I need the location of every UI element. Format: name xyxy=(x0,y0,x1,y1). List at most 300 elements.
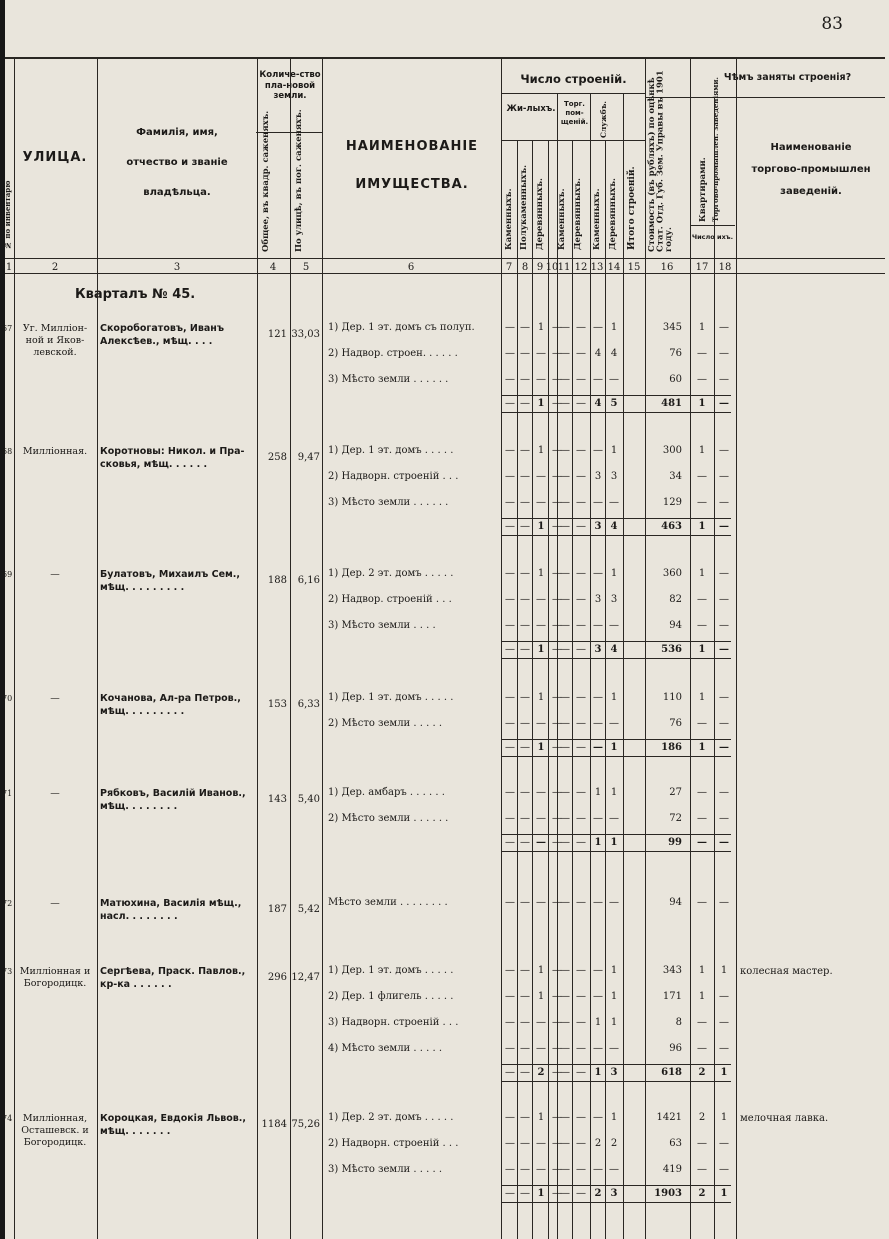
owner-name: сковья, мѣщ. . . . . . xyxy=(100,459,208,470)
column-rule xyxy=(590,93,591,140)
dash-cell: — xyxy=(576,445,586,456)
service-count: 2 xyxy=(594,1138,602,1149)
owner-name: Рябковъ, Василій Иванов., xyxy=(100,788,246,799)
dash-cell: — xyxy=(576,644,586,655)
wooden-count: 1 xyxy=(537,692,545,703)
header-area-street: По улицѣ, въ пог. саженяхъ. xyxy=(294,109,304,252)
trade-count: — xyxy=(719,348,729,359)
street-name: Осташевск. и xyxy=(21,1125,89,1136)
dash-cell: — xyxy=(505,1188,515,1199)
dash-cell: — xyxy=(520,1138,530,1149)
dash-cell: — xyxy=(576,837,586,848)
dash-cell: — xyxy=(576,1017,586,1028)
total-trade: — xyxy=(719,398,729,409)
entry-number: 68 xyxy=(2,447,13,456)
street-frontage: 9,47 xyxy=(297,452,320,463)
header-stone-1: Каменныхъ. xyxy=(504,188,514,250)
header-value: Стоимость (въ рубляхъ) по оцѣнкѣ Стат. Отд. Губ. Зем. Управы въ 1901 году. xyxy=(647,70,674,252)
dash-cell: — xyxy=(576,787,586,798)
service-count: — xyxy=(593,445,603,456)
dash-cell: — xyxy=(576,1188,586,1199)
apartments-count: — xyxy=(697,1043,707,1054)
header-wooden-2: Деревянныхъ. xyxy=(573,177,583,250)
dash-cell: — xyxy=(576,398,586,409)
service-count: 3 xyxy=(594,471,602,482)
dash-cell: — xyxy=(560,1112,570,1123)
apartments-count: — xyxy=(697,374,707,385)
quarter-title: Кварталъ № 45. xyxy=(75,287,196,302)
dash-cell: — xyxy=(576,965,586,976)
dash-cell: — xyxy=(520,1112,530,1123)
dash-cell: — xyxy=(505,787,515,798)
count-subhead-rule xyxy=(690,225,735,226)
dash-cell: — xyxy=(560,1188,570,1199)
value-rubles: 129 xyxy=(662,497,682,508)
apartments-count: — xyxy=(697,813,707,824)
column-number: 15 xyxy=(627,262,641,273)
header-buildings-group: Число строеній. xyxy=(520,72,627,86)
header-estab-name: Наименованіе торгово-промышлен заведеній. xyxy=(751,142,871,197)
value-rubles: 343 xyxy=(662,965,682,976)
apartments-count: — xyxy=(697,620,707,631)
dash-cell: — xyxy=(505,991,515,1002)
dash-cell: — xyxy=(576,497,586,508)
dash-cell: — xyxy=(505,1043,515,1054)
total-service: 2 xyxy=(594,1188,602,1199)
dash-cell: — xyxy=(552,620,562,631)
apartments-count: — xyxy=(697,897,707,908)
total-buildings: 3 xyxy=(610,471,618,482)
owner-name: Скоробогатовъ, Иванъ xyxy=(100,323,224,334)
value-rubles: 94 xyxy=(669,897,682,908)
apartments-count: — xyxy=(697,594,707,605)
total-wooden: 1 xyxy=(537,742,545,753)
total-service: 3 xyxy=(594,644,602,655)
apartments-count: — xyxy=(697,471,707,482)
dash-cell: — xyxy=(576,568,586,579)
apartments-count: 1 xyxy=(698,991,706,1002)
dash-cell: — xyxy=(520,787,530,798)
dash-cell: — xyxy=(576,1112,586,1123)
dash-cell: — xyxy=(520,644,530,655)
header-service: Службъ. xyxy=(599,101,608,138)
dash-cell: — xyxy=(505,594,515,605)
total-apartments: — xyxy=(697,837,707,848)
dash-cell: — xyxy=(552,787,562,798)
dash-cell: — xyxy=(505,742,515,753)
subtotal-rule-bottom xyxy=(501,851,731,852)
dash-cell: — xyxy=(505,1138,515,1149)
dash-cell: — xyxy=(576,991,586,1002)
column-rule xyxy=(548,140,549,1239)
street-name: — xyxy=(50,898,60,909)
dash-cell: — xyxy=(560,1138,570,1149)
total-wooden: 1 xyxy=(537,398,545,409)
value-rubles: 345 xyxy=(662,322,682,333)
trade-count: — xyxy=(719,787,729,798)
wooden-count: — xyxy=(536,787,546,798)
property-item: 2) Дер. 1 флигель . . . . . xyxy=(328,991,454,1002)
service-count: 1 xyxy=(594,1017,602,1028)
column-rule xyxy=(572,140,573,1239)
service-count: 3 xyxy=(594,594,602,605)
dash-cell: — xyxy=(552,718,562,729)
dash-cell: — xyxy=(560,897,570,908)
dash-cell: — xyxy=(560,813,570,824)
column-number: 6 xyxy=(407,262,415,273)
apartments-count: 1 xyxy=(698,445,706,456)
dash-cell: — xyxy=(560,374,570,385)
value-rubles: 96 xyxy=(669,1043,682,1054)
service-count: — xyxy=(593,991,603,1002)
header-trade-estab: Торгово-промышлен. заведеніями. xyxy=(711,77,720,222)
column-rule xyxy=(290,57,291,1239)
apartments-count: — xyxy=(697,1138,707,1149)
wooden-count: — xyxy=(536,497,546,508)
total-value: 463 xyxy=(661,521,682,532)
dash-cell: — xyxy=(552,1164,562,1175)
dash-cell: — xyxy=(560,965,570,976)
owner-name: насл. . . . . . . . xyxy=(100,911,178,922)
service-count: — xyxy=(593,1164,603,1175)
column-number: 13 xyxy=(590,262,604,273)
service-count: — xyxy=(593,1112,603,1123)
trade-count: — xyxy=(719,1138,729,1149)
total-buildings-sum: 3 xyxy=(610,1188,618,1199)
service-count: — xyxy=(593,897,603,908)
total-buildings-sum: 5 xyxy=(610,398,618,409)
trade-count: — xyxy=(719,620,729,631)
dash-cell: — xyxy=(560,471,570,482)
trade-count: — xyxy=(719,897,729,908)
dash-cell: — xyxy=(560,787,570,798)
total-buildings: 1 xyxy=(610,991,618,1002)
header-residential: Жи-лыхъ. xyxy=(506,104,556,114)
total-wooden: 1 xyxy=(537,1188,545,1199)
service-count: — xyxy=(593,692,603,703)
total-buildings: 2 xyxy=(610,1138,618,1149)
dash-cell: — xyxy=(520,1188,530,1199)
dash-cell: — xyxy=(560,991,570,1002)
property-item: 2) Мѣсто земли . . . . . xyxy=(328,718,442,729)
owner-name: мѣщ. . . . . . . . . xyxy=(100,582,185,593)
dash-cell: — xyxy=(505,965,515,976)
column-number: 18 xyxy=(718,262,732,273)
street-name: — xyxy=(50,693,60,704)
street-name: Богородицк. xyxy=(23,1137,87,1148)
column-rule xyxy=(501,57,502,1239)
dash-cell: — xyxy=(576,1043,586,1054)
wooden-count: — xyxy=(536,1138,546,1149)
service-count: — xyxy=(593,497,603,508)
value-rubles: 76 xyxy=(669,718,682,729)
dash-cell: — xyxy=(560,348,570,359)
dash-cell: — xyxy=(576,1067,586,1078)
wooden-count: 1 xyxy=(537,445,545,456)
service-count: — xyxy=(593,620,603,631)
dash-cell: — xyxy=(576,813,586,824)
column-number: 8 xyxy=(521,262,529,273)
total-service: 4 xyxy=(594,398,602,409)
subtotal-rule-bottom xyxy=(501,756,731,757)
value-rubles: 94 xyxy=(669,620,682,631)
property-item: 1) Дер. 1 эт. домъ съ полуп. xyxy=(328,322,475,333)
total-apartments: 1 xyxy=(698,398,706,409)
apartments-count: 2 xyxy=(698,1112,706,1123)
trade-count: — xyxy=(719,497,729,508)
dash-cell: — xyxy=(560,1043,570,1054)
wooden-count: — xyxy=(536,813,546,824)
owner-name: Кочанова, Ал-ра Петров., xyxy=(100,693,241,704)
dash-cell: — xyxy=(560,594,570,605)
value-rubles: 1421 xyxy=(656,1112,682,1123)
dash-cell: — xyxy=(560,742,570,753)
dash-cell: — xyxy=(552,568,562,579)
dash-cell: — xyxy=(552,471,562,482)
header-stone-3: Каменныхъ. xyxy=(592,188,602,250)
total-apartments: 1 xyxy=(698,521,706,532)
dash-cell: — xyxy=(576,742,586,753)
street-name: ной и Яков- xyxy=(25,335,85,346)
total-value: 186 xyxy=(661,742,682,753)
total-buildings: 4 xyxy=(610,348,618,359)
entry-number: 74 xyxy=(2,1114,13,1123)
street-frontage: 75,26 xyxy=(291,1119,320,1130)
total-trade: 1 xyxy=(720,1188,728,1199)
dash-cell: — xyxy=(520,813,530,824)
owner-name: кр-ка . . . . . . xyxy=(100,979,172,990)
value-rubles: 300 xyxy=(662,445,682,456)
dash-cell: — xyxy=(505,1164,515,1175)
apartments-count: 1 xyxy=(698,692,706,703)
total-buildings-sum: 1 xyxy=(610,837,618,848)
dash-cell: — xyxy=(552,897,562,908)
total-value: 536 xyxy=(661,644,682,655)
trade-count: — xyxy=(719,718,729,729)
dash-cell: — xyxy=(576,322,586,333)
service-count: — xyxy=(593,718,603,729)
trade-count: — xyxy=(719,1043,729,1054)
trade-count: — xyxy=(719,374,729,385)
dash-cell: — xyxy=(576,1138,586,1149)
column-rule xyxy=(322,57,323,1239)
column-rule xyxy=(97,57,98,1239)
total-service: 1 xyxy=(594,837,602,848)
entry-number: 72 xyxy=(2,899,13,908)
column-number: 7 xyxy=(505,262,513,273)
dash-cell: — xyxy=(520,471,530,482)
wooden-count: — xyxy=(536,1043,546,1054)
wooden-count: 1 xyxy=(537,991,545,1002)
wooden-count: 1 xyxy=(537,568,545,579)
dash-cell: — xyxy=(505,692,515,703)
trade-count: — xyxy=(719,1164,729,1175)
trade-count: — xyxy=(719,322,729,333)
property-item: 1) Дер. 2 эт. домъ . . . . . xyxy=(328,1112,454,1123)
column-rule xyxy=(623,93,624,140)
trade-count: — xyxy=(719,991,729,1002)
dash-cell: — xyxy=(552,594,562,605)
dash-cell: — xyxy=(505,398,515,409)
subtotal-rule xyxy=(501,395,731,396)
property-item: 2) Надворн. строеній . . . xyxy=(328,471,459,482)
street-frontage: 6,33 xyxy=(297,699,320,710)
land-area: 187 xyxy=(267,904,287,915)
apartments-count: — xyxy=(697,1017,707,1028)
dash-cell: — xyxy=(552,322,562,333)
property-item: 1) Дер. амбаръ . . . . . . xyxy=(328,787,445,798)
dash-cell: — xyxy=(520,497,530,508)
property-item: 2) Мѣсто земли . . . . . . xyxy=(328,813,449,824)
column-rule xyxy=(623,140,624,1239)
dash-cell: — xyxy=(505,897,515,908)
value-rubles: 419 xyxy=(662,1164,682,1175)
total-buildings: 1 xyxy=(610,1112,618,1123)
dash-cell: — xyxy=(552,521,562,532)
establishment-name: колесная мастер. xyxy=(740,966,833,977)
column-rule xyxy=(736,57,737,1239)
column-number: 2 xyxy=(51,262,59,273)
header-property: НАИМЕНОВАНІЕ ИМУЩЕСТВА. xyxy=(345,139,479,192)
header-bottom-rule xyxy=(5,258,885,259)
property-item: 2) Надворн. строеній . . . xyxy=(328,1138,459,1149)
land-area: 296 xyxy=(267,972,287,983)
trade-count: 1 xyxy=(720,1112,728,1123)
column-number: 12 xyxy=(574,262,588,273)
total-service: — xyxy=(593,742,603,753)
header-area-total: Общее, въ квадр. саженяхъ. xyxy=(261,110,271,252)
wooden-count: 1 xyxy=(537,1112,545,1123)
column-number: 4 xyxy=(269,262,277,273)
apartments-count: 1 xyxy=(698,965,706,976)
dash-cell: — xyxy=(560,568,570,579)
dash-cell: — xyxy=(505,348,515,359)
dash-cell: — xyxy=(505,471,515,482)
total-wooden: — xyxy=(536,837,546,848)
wooden-count: — xyxy=(536,374,546,385)
column-rule xyxy=(690,57,691,1239)
street-frontage: 6,16 xyxy=(297,575,320,586)
subtotal-rule-bottom xyxy=(501,1081,731,1082)
service-count: — xyxy=(593,965,603,976)
entry-number: 71 xyxy=(2,789,13,798)
total-apartments: 2 xyxy=(698,1188,706,1199)
property-item: 1) Дер. 1 эт. домъ . . . . . xyxy=(328,445,454,456)
value-rubles: 76 xyxy=(669,348,682,359)
owner-name: мѣщ. . . . . . . xyxy=(100,1126,171,1137)
total-buildings: 1 xyxy=(610,568,618,579)
total-wooden: 1 xyxy=(537,521,545,532)
dash-cell: — xyxy=(552,398,562,409)
dash-cell: — xyxy=(505,620,515,631)
total-value: 1903 xyxy=(654,1188,682,1199)
column-rule xyxy=(557,93,558,140)
total-trade: — xyxy=(719,837,729,848)
property-item: 3) Надворн. строеній . . . xyxy=(328,1017,459,1028)
column-rule xyxy=(532,140,533,1239)
dash-cell: — xyxy=(505,322,515,333)
total-value: 481 xyxy=(661,398,682,409)
street-name: Богородицк. xyxy=(23,978,87,989)
dash-cell: — xyxy=(552,1138,562,1149)
dash-cell: — xyxy=(520,897,530,908)
dash-cell: — xyxy=(520,445,530,456)
total-value: 618 xyxy=(661,1067,682,1078)
total-buildings: — xyxy=(609,718,619,729)
entry-number: 69 xyxy=(2,570,13,579)
dash-cell: — xyxy=(505,374,515,385)
dash-cell: — xyxy=(520,718,530,729)
dash-cell: — xyxy=(520,568,530,579)
dash-cell: — xyxy=(520,521,530,532)
column-number: 9 xyxy=(536,262,544,273)
subtotal-rule-bottom xyxy=(501,658,731,659)
header-trade: Торг. пом-щеній. xyxy=(560,100,589,126)
property-item: 3) Мѣсто земли . . . . . . xyxy=(328,497,449,508)
value-rubles: 82 xyxy=(669,594,682,605)
total-buildings-sum: 1 xyxy=(610,742,618,753)
apartments-count: 1 xyxy=(698,568,706,579)
total-trade: 1 xyxy=(720,1067,728,1078)
subtotal-rule xyxy=(501,518,731,519)
dash-cell: — xyxy=(505,521,515,532)
column-number: 11 xyxy=(557,262,571,273)
dash-cell: — xyxy=(576,348,586,359)
dash-cell: — xyxy=(520,837,530,848)
header-area-group: Количе-ство пла-новой земли. xyxy=(259,70,321,102)
dash-cell: — xyxy=(552,1017,562,1028)
dash-cell: — xyxy=(552,1043,562,1054)
total-buildings: 3 xyxy=(610,594,618,605)
dash-cell: — xyxy=(576,692,586,703)
establishment-name: мелочная лавка. xyxy=(740,1113,829,1124)
total-buildings: — xyxy=(609,620,619,631)
trade-count: 1 xyxy=(720,965,728,976)
owner-name: Сергѣева, Праск. Павлов., xyxy=(100,966,246,977)
dash-cell: — xyxy=(552,965,562,976)
header-street: УЛИЦА. xyxy=(22,150,88,165)
dash-cell: — xyxy=(505,813,515,824)
wooden-count: — xyxy=(536,897,546,908)
subtotal-rule-bottom xyxy=(501,412,731,413)
total-service: 3 xyxy=(594,521,602,532)
column-number: 17 xyxy=(695,262,709,273)
land-area: 121 xyxy=(267,329,287,340)
dash-cell: — xyxy=(576,620,586,631)
total-buildings-sum: 3 xyxy=(610,1067,618,1078)
dash-cell: — xyxy=(520,1043,530,1054)
header-wooden-1: Деревянныхъ. xyxy=(535,177,545,250)
total-buildings-sum: 4 xyxy=(610,521,618,532)
value-rubles: 34 xyxy=(669,471,682,482)
dash-cell: — xyxy=(520,692,530,703)
land-area: 143 xyxy=(267,794,287,805)
total-wooden: 2 xyxy=(537,1067,545,1078)
dash-cell: — xyxy=(520,374,530,385)
dash-cell: — xyxy=(552,348,562,359)
trade-count: — xyxy=(719,692,729,703)
total-apartments: 1 xyxy=(698,644,706,655)
dash-cell: — xyxy=(560,398,570,409)
dash-cell: — xyxy=(560,718,570,729)
property-item: 4) Мѣсто земли . . . . . xyxy=(328,1043,442,1054)
total-buildings: — xyxy=(609,813,619,824)
property-item: 3) Мѣсто земли . . . . . xyxy=(328,1164,442,1175)
street-frontage: 5,40 xyxy=(297,794,320,805)
dash-cell: — xyxy=(560,1017,570,1028)
total-buildings-sum: 4 xyxy=(610,644,618,655)
column-number-rule xyxy=(5,273,885,274)
